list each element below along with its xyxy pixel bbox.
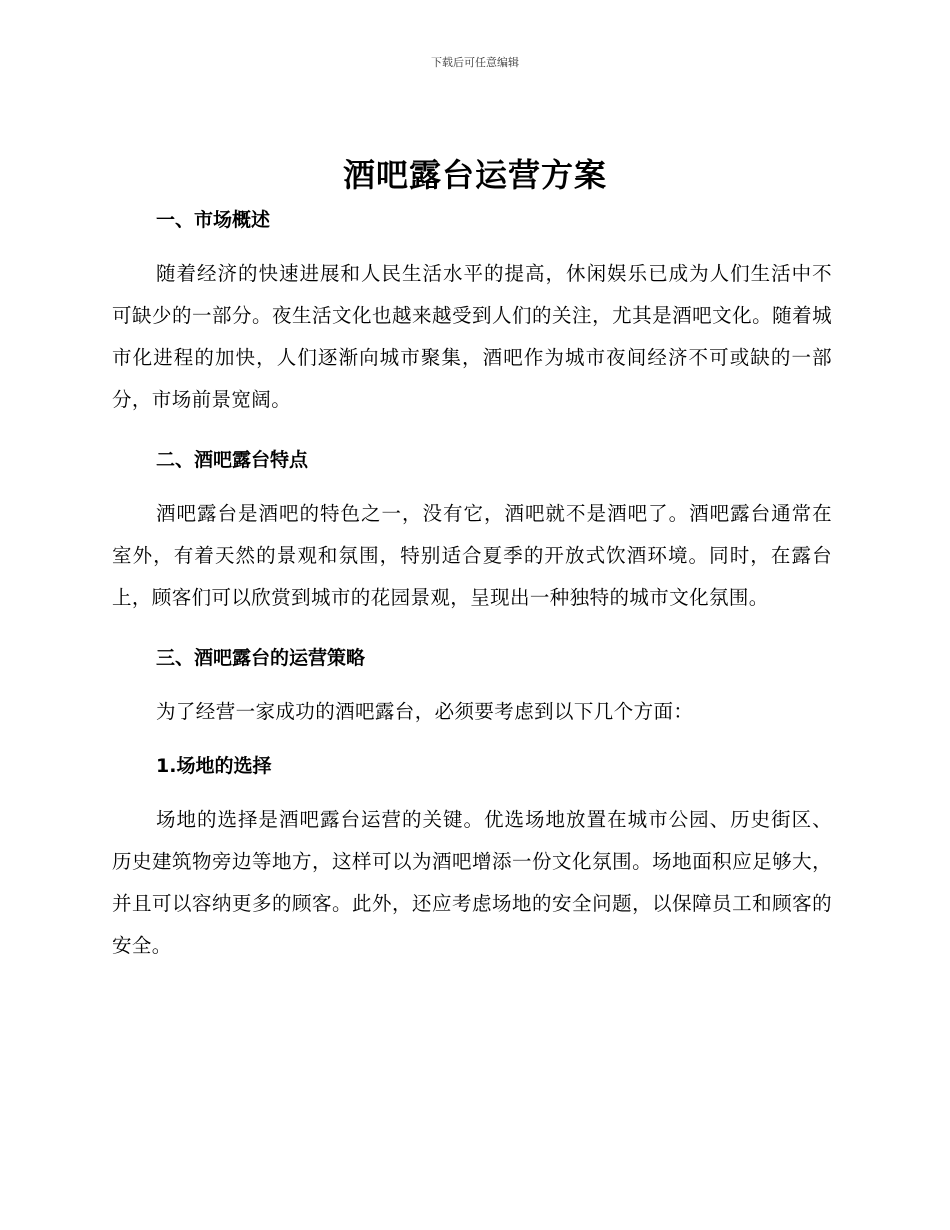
subsection-heading-site: 1.场地的选择 bbox=[156, 755, 272, 777]
section-paragraph-features: 酒吧露台是酒吧的特色之一，没有它，酒吧就不是酒吧了。酒吧露台通常在室外，有着天然的景观和氛围，特别适合夏季的开放式饮酒环境。同时，在露台上，顾客们可以欣赏到城市的花园景观，呈现出一种独特的城市文化氛围。 bbox=[112, 502, 832, 609]
section-heading-features: 二、酒吧露台特点 bbox=[156, 449, 309, 471]
section-heading-market: 一、市场概述 bbox=[156, 209, 271, 231]
page-header-note: 下载后可任意编辑 bbox=[431, 56, 519, 69]
section-heading-strategy: 三、酒吧露台的运营策略 bbox=[156, 647, 366, 669]
document-title: 酒吧露台运营方案 bbox=[342, 156, 607, 194]
section-paragraph-market: 随着经济的快速进展和人民生活水平的提高，休闲娱乐已成为人们生活中不可缺少的一部分。夜生活文化也越来越受到人们的关注，尤其是酒吧文化。随着城市化进程的加快，人们逐渐向城市聚集，酒吧作为城市夜间经济不可或缺的一部分，市场前景宽阔。 bbox=[112, 262, 832, 411]
document-body bbox=[112, 203, 832, 967]
subsection-paragraph-site: 场地的选择是酒吧露台运营的关键。优选场地放置在城市公园、历史街区、历史建筑物旁边等地方，这样可以为酒吧增添一份文化氛围。场地面积应足够大，并且可以容纳更多的顾客。此外，还应考虑场地的安全问题，以保障员工和顾客的安全。 bbox=[112, 808, 832, 957]
section-intro-strategy: 为了经营一家成功的酒吧露台，必须要考虑到以下几个方面： bbox=[156, 700, 694, 723]
